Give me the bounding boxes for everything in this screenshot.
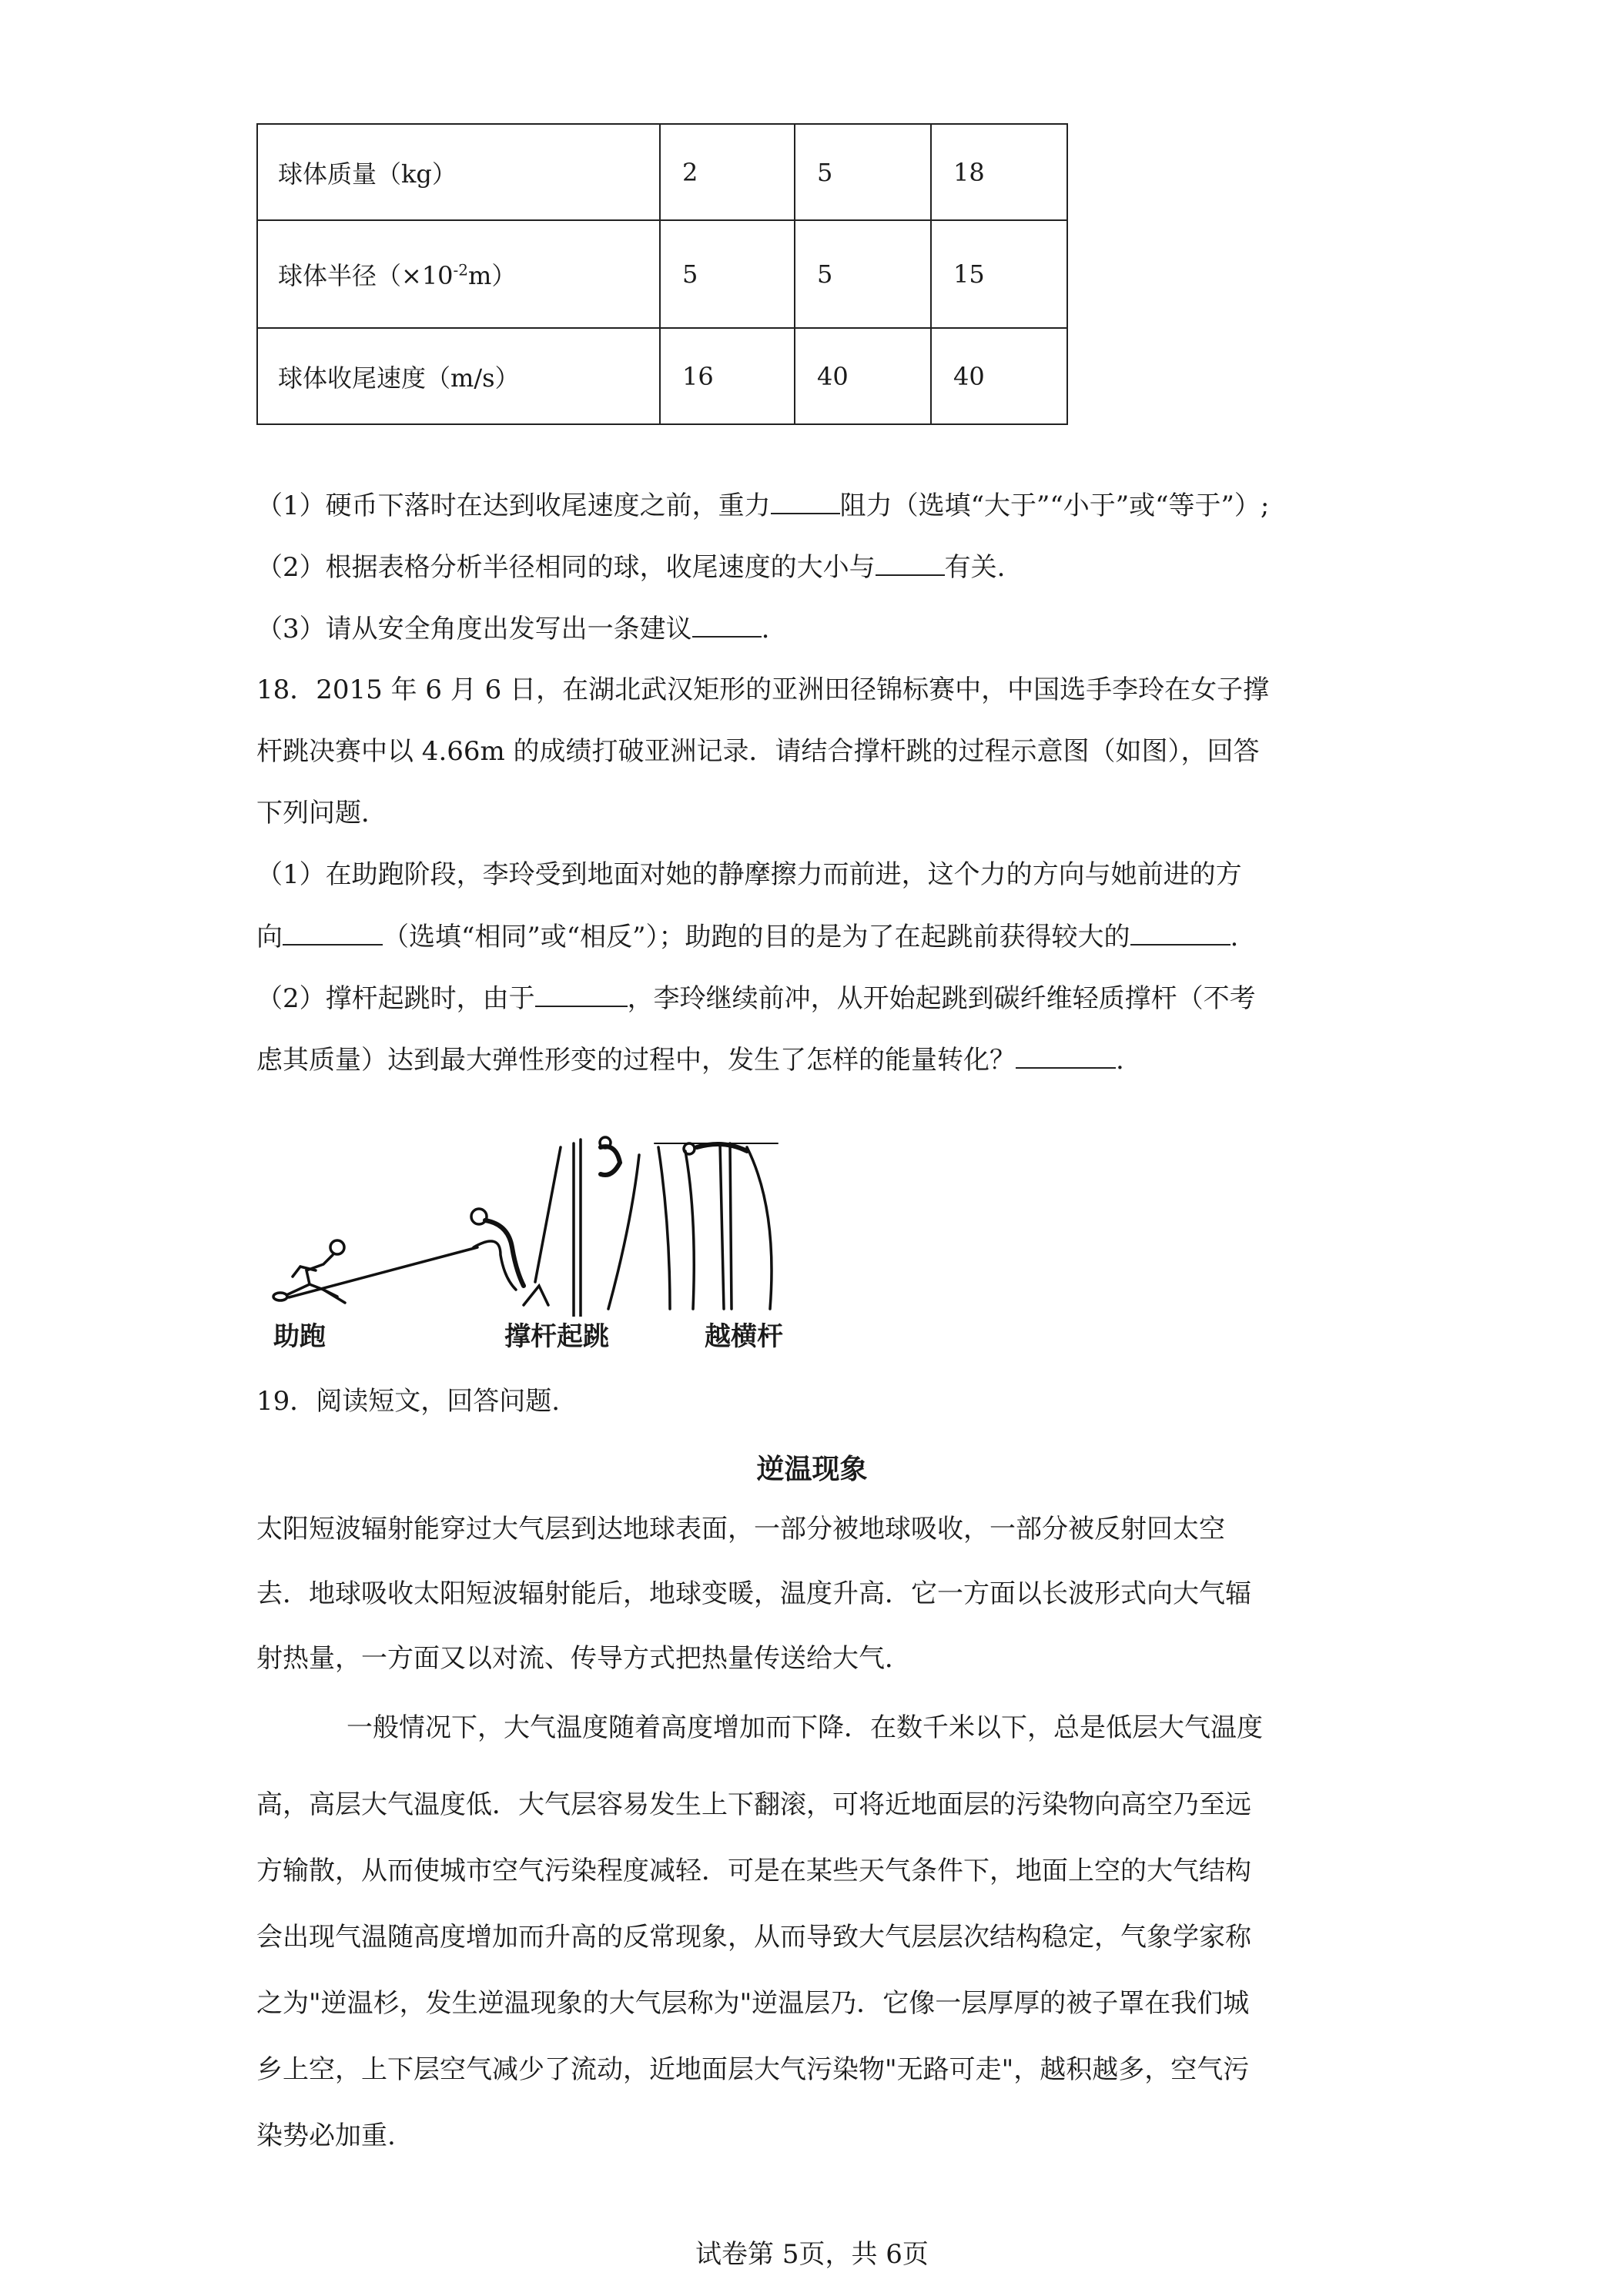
exponent: -2 xyxy=(453,260,469,279)
q17-part3-text-end: . xyxy=(761,614,770,644)
passage-title: 逆温现象 xyxy=(756,1454,868,1485)
passage-line: 高，高层大气温度低．大气层容易发生上下翻滚，可将近地面层的污染物向高空乃至远 xyxy=(256,1789,1251,1820)
page-footer: 试卷第 5页，共 6页 xyxy=(695,2239,929,2270)
table-cell: 5 xyxy=(795,220,931,328)
passage-line: 去．地球吸收太阳短波辐射能后，地球变暖，温度升高．它一方面以长波形式向大气辐 xyxy=(256,1578,1251,1609)
figure-label: 撑杆起跳 xyxy=(504,1321,609,1352)
q18-text: 向 xyxy=(256,922,283,952)
q18-text: . xyxy=(1116,1045,1124,1076)
table-cell: 40 xyxy=(795,328,931,424)
q18-line: 18．2015 年 6 月 6 日，在湖北武汉矩形的亚洲田径锦标赛中，中国选手李玲在女子撑 xyxy=(256,674,1270,705)
answer-blank[interactable] xyxy=(535,982,628,1007)
table-row xyxy=(257,328,1067,424)
table-cell: 15 xyxy=(931,220,1067,328)
q17-part1-text-end: 阻力（选填“大于”“小于”或“等于”）; xyxy=(839,490,1270,521)
table-row xyxy=(257,220,1067,328)
passage-line: 染势必加重. xyxy=(256,2120,396,2151)
q18-text: （选填“相同”或“相反”）；助跑的目的是为了在起跳前获得较大的 xyxy=(383,922,1130,952)
q18-text: （2）撑杆起跳时，由于 xyxy=(256,983,535,1014)
table-cell: 球体收尾速度（m/s） xyxy=(257,328,660,424)
table-row xyxy=(257,124,1067,220)
pole-vault-drawing xyxy=(270,1132,835,1317)
q18-text: 虑其质量）达到最大弹性形变的过程中，发生了怎样的能量转化？ xyxy=(256,1045,1016,1076)
table-cell xyxy=(257,220,660,328)
table-cell: 18 xyxy=(931,124,1067,220)
q17-part1-text: （1）硬币下落时在达到收尾速度之前，重力 xyxy=(256,490,771,521)
q18-line xyxy=(256,1044,1124,1076)
table-cell: 5 xyxy=(795,124,931,220)
figure-label: 助跑 xyxy=(273,1321,326,1352)
q18-line xyxy=(256,921,1238,952)
q18-text: ，李玲继续前冲，从开始起跳到碳纤维轻质撑杆（不考 xyxy=(627,983,1256,1014)
cell-label-tail: m） xyxy=(468,261,517,290)
table-cell: 球体质量（kg） xyxy=(257,124,660,220)
q18-line xyxy=(256,982,1256,1014)
cell-label: 球体半径（×10 xyxy=(278,261,454,290)
q17-part2 xyxy=(256,551,1005,583)
answer-blank[interactable] xyxy=(1016,1044,1116,1069)
q17-part2-text: （2）根据表格分析半径相同的球，收尾速度的大小与 xyxy=(256,552,876,583)
passage-line: 之为"逆温杉，发生逆温现象的大气层称为"逆温层乃．它像一层厚厚的被子罩在我们城 xyxy=(256,1988,1250,2019)
q17-part3 xyxy=(256,613,769,644)
passage-line: 乡上空，上下层空气减少了流动，近地面层大气污染物"无路可走"，越积越多，空气污 xyxy=(256,2054,1250,2085)
table-cell: 5 xyxy=(660,220,795,328)
table-cell: 16 xyxy=(660,328,795,424)
q17-part1 xyxy=(256,490,1269,521)
q17-part3-text: （3）请从安全角度出发写出一条建议 xyxy=(256,614,692,644)
table-cell: 40 xyxy=(931,328,1067,424)
q17-part2-text-end: 有关. xyxy=(944,552,1006,583)
answer-blank[interactable] xyxy=(1130,921,1231,946)
q18-line: （1）在助跑阶段，李玲受到地面对她的静摩擦力而前进，这个力的方向与她前进的方 xyxy=(256,859,1242,890)
data-table xyxy=(256,123,1068,425)
passage-line: 方输散，从而使城市空气污染程度减轻．可是在某些天气条件下，地面上空的大气结构 xyxy=(256,1856,1251,1886)
q19-intro: 19．阅读短文，回答问题. xyxy=(256,1386,561,1417)
q18-line: 下列问题． xyxy=(256,798,387,828)
table-cell: 2 xyxy=(660,124,795,220)
answer-blank[interactable] xyxy=(876,551,945,576)
q18-line: 杆跳决赛中以 4.66m 的成绩打破亚洲记录．请结合撑杆跳的过程示意图（如图），回答 xyxy=(256,736,1260,767)
q18-text: . xyxy=(1230,922,1239,952)
passage-line: 太阳短波辐射能穿过大气层到达地球表面，一部分被地球吸收，一部分被反射回太空 xyxy=(256,1514,1225,1545)
answer-blank[interactable] xyxy=(283,921,383,946)
pole-vault-figure xyxy=(270,1132,835,1355)
answer-blank[interactable] xyxy=(771,490,840,514)
answer-blank[interactable] xyxy=(692,613,762,638)
passage-line: 一般情况下，大气温度随着高度增加而下降．在数千米以下，总是低层大气温度 xyxy=(347,1712,1263,1743)
passage-line: 射热量，一方面又以对流、传导方式把热量传送给大气． xyxy=(256,1643,911,1674)
passage-line: 会出现气温随高度增加而升高的反常现象，从而导致大气层层次结构稳定，气象学家称 xyxy=(256,1922,1251,1953)
figure-label: 越横杆 xyxy=(705,1321,783,1352)
